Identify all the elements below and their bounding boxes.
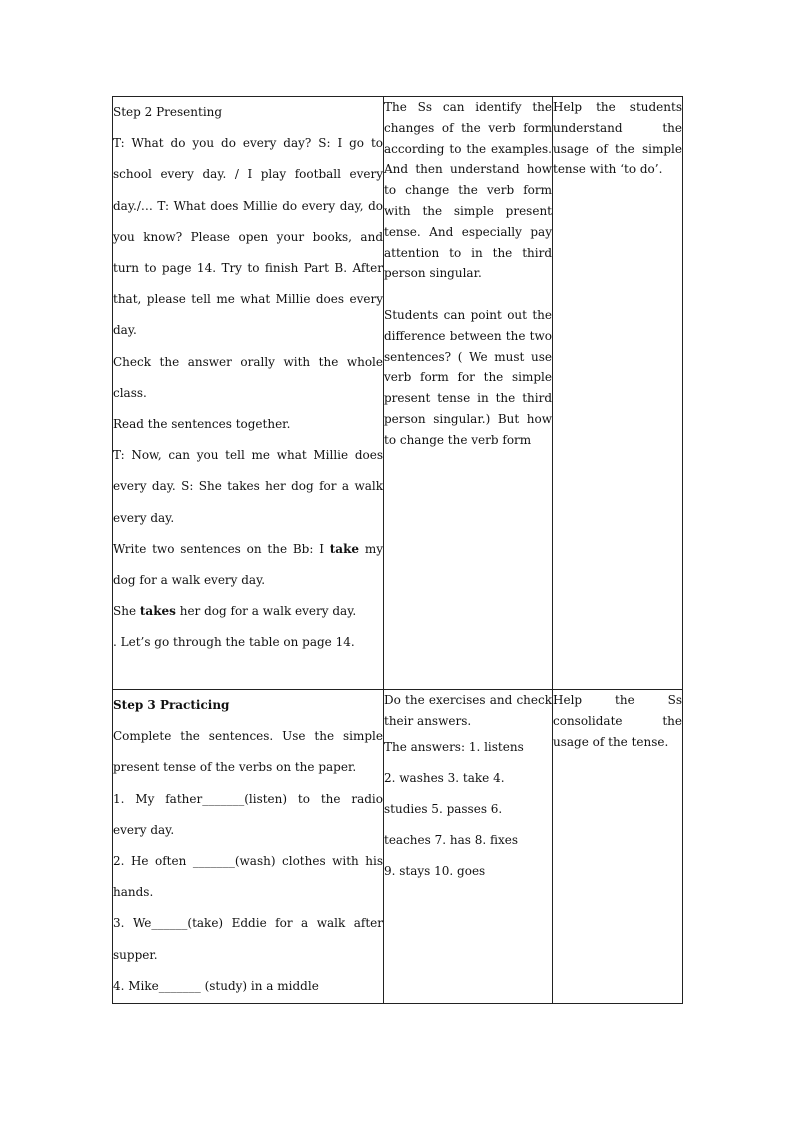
step2-board-sentence-2: She takes her dog for a walk every day. — [113, 604, 357, 619]
step2-activity-2: Students can point out the difference between the two sentences? ( We must use verb form for the simple present tense in the third person singular.) But how to change the verb form — [384, 307, 552, 447]
table-row — [113, 97, 683, 690]
step2-read: Read the sentences together. — [113, 417, 291, 432]
step2-dialogue: T: What do you do every day? S: I go to school every day. / I play football every day./… T: What does Millie do every day, do you know? Please open your books, and turn to page 14. Try to finish Part B. After that, please tell me what Millie does every day. — [113, 136, 383, 338]
step3-item-4: 4. Mike_______ (study) in a middle — [113, 978, 319, 993]
step3-answers-line: The answers: 1. listens — [384, 739, 524, 754]
step2-activity-cell — [384, 97, 553, 690]
step3-procedure-cell — [113, 690, 384, 1004]
step3-answers-line: 9. stays 10. goes — [384, 863, 486, 878]
step2-title: Step 2 Presenting — [113, 105, 223, 119]
step3-answers-line: 2. washes 3. take 4. — [384, 770, 505, 785]
step2-purpose-cell — [553, 97, 683, 690]
step3-item-2: 2. He often _______(wash) clothes with his hands. — [113, 854, 383, 900]
step3-purpose: Help the Ss consolidate the usage of the tense. — [553, 693, 682, 749]
table-row — [113, 690, 683, 1004]
verb-take: take — [329, 541, 360, 556]
step3-activity-intro: Do the exercises and check their answers. — [384, 693, 552, 728]
step2-activity-1: The Ss can identify the changes of the verb form according to the examples. And then understand how to change the verb form with the simple present tense. And especially pay attention to in the third person singular. — [384, 100, 552, 281]
step3-answers-line: studies 5. passes 6. — [384, 801, 503, 816]
step3-instruction: Complete the sentences. Use the simple present tense of the verbs on the paper. — [113, 729, 383, 775]
step2-board-sentence-1: Write two sentences on the Bb: I take my dog for a walk every day. — [113, 541, 383, 588]
step2-table-note: . Let’s go through the table on page 14. — [113, 635, 355, 650]
step3-answers-line: teaches 7. has 8. fixes — [384, 832, 519, 847]
step3-item-1: 1. My father_______(listen) to the radio every day. — [113, 791, 383, 837]
step3-activity-cell — [384, 690, 553, 1004]
verb-takes: takes — [139, 604, 176, 619]
step2-check: Check the answer orally with the whole class. — [113, 354, 383, 400]
step3-title: Step 3 Practicing — [113, 698, 230, 712]
step3-item-3: 3. We______(take) Eddie for a walk after supper. — [113, 916, 383, 962]
step2-question: T: Now, can you tell me what Millie does every day. S: She takes her dog for a walk every day. — [113, 448, 383, 525]
step2-purpose: Help the students understand the usage of the simple tense with ‘to do’. — [553, 100, 682, 177]
step2-procedure-cell — [113, 97, 384, 690]
lesson-plan-table — [112, 96, 683, 1004]
step3-purpose-cell — [553, 690, 683, 1004]
